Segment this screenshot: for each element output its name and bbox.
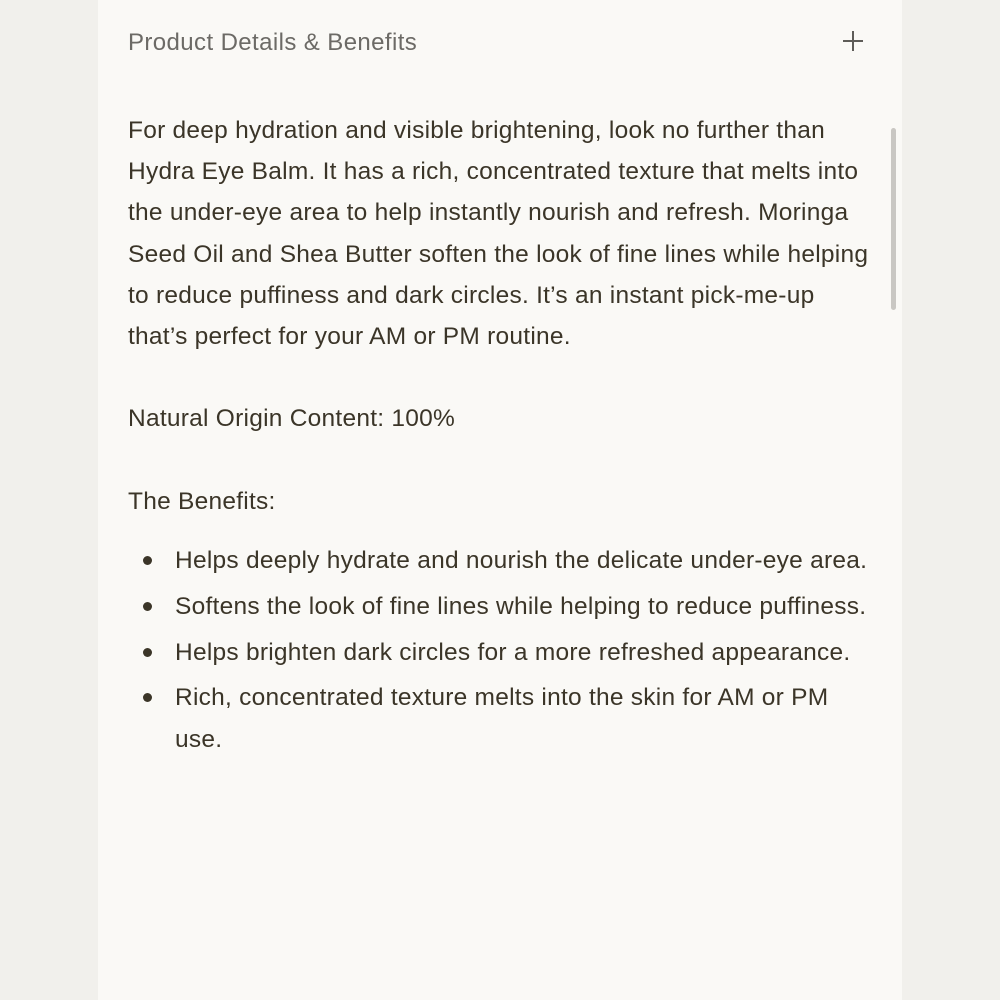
product-details-panel <box>98 0 902 1000</box>
accordion-content <box>128 110 873 765</box>
accordion-title: Product Details & Benefits <box>128 29 418 56</box>
benefits-heading: The Benefits: <box>128 487 276 515</box>
benefit-item <box>128 632 873 674</box>
benefit-text: Helps brighten dark circles for a more refreshed appearance. <box>175 638 851 666</box>
benefit-item <box>128 586 873 628</box>
bullet-icon <box>143 648 152 657</box>
plus-icon[interactable] <box>843 31 863 51</box>
benefits-list <box>128 540 873 761</box>
benefit-text: Rich, concentrated texture melts into the skin for AM or PM use. <box>175 684 829 754</box>
benefit-item <box>128 540 873 582</box>
product-description: For deep hydration and visible brightening, look no further than Hydra Eye Balm. It has a rich, concentrated texture that melts into the under-eye area to help instantly nourish and refresh. Moringa Seed Oil and Shea Butter soften the look of fine lines while helping to reduce puffiness and dark circles. It’s an instant pick-me-up that’s perfect for your AM or PM routine. <box>128 117 869 351</box>
benefit-text: Softens the look of fine lines while helping to reduce puffiness. <box>175 592 867 620</box>
accordion-header[interactable] <box>128 24 868 68</box>
bullet-icon <box>143 693 152 702</box>
benefit-item <box>128 677 873 761</box>
bullet-icon <box>143 602 152 611</box>
natural-origin-content: Natural Origin Content: 100% <box>128 405 456 433</box>
scrollbar-thumb[interactable] <box>891 128 896 310</box>
bullet-icon <box>143 556 152 565</box>
benefit-text: Helps deeply hydrate and nourish the delicate under-eye area. <box>175 547 868 574</box>
